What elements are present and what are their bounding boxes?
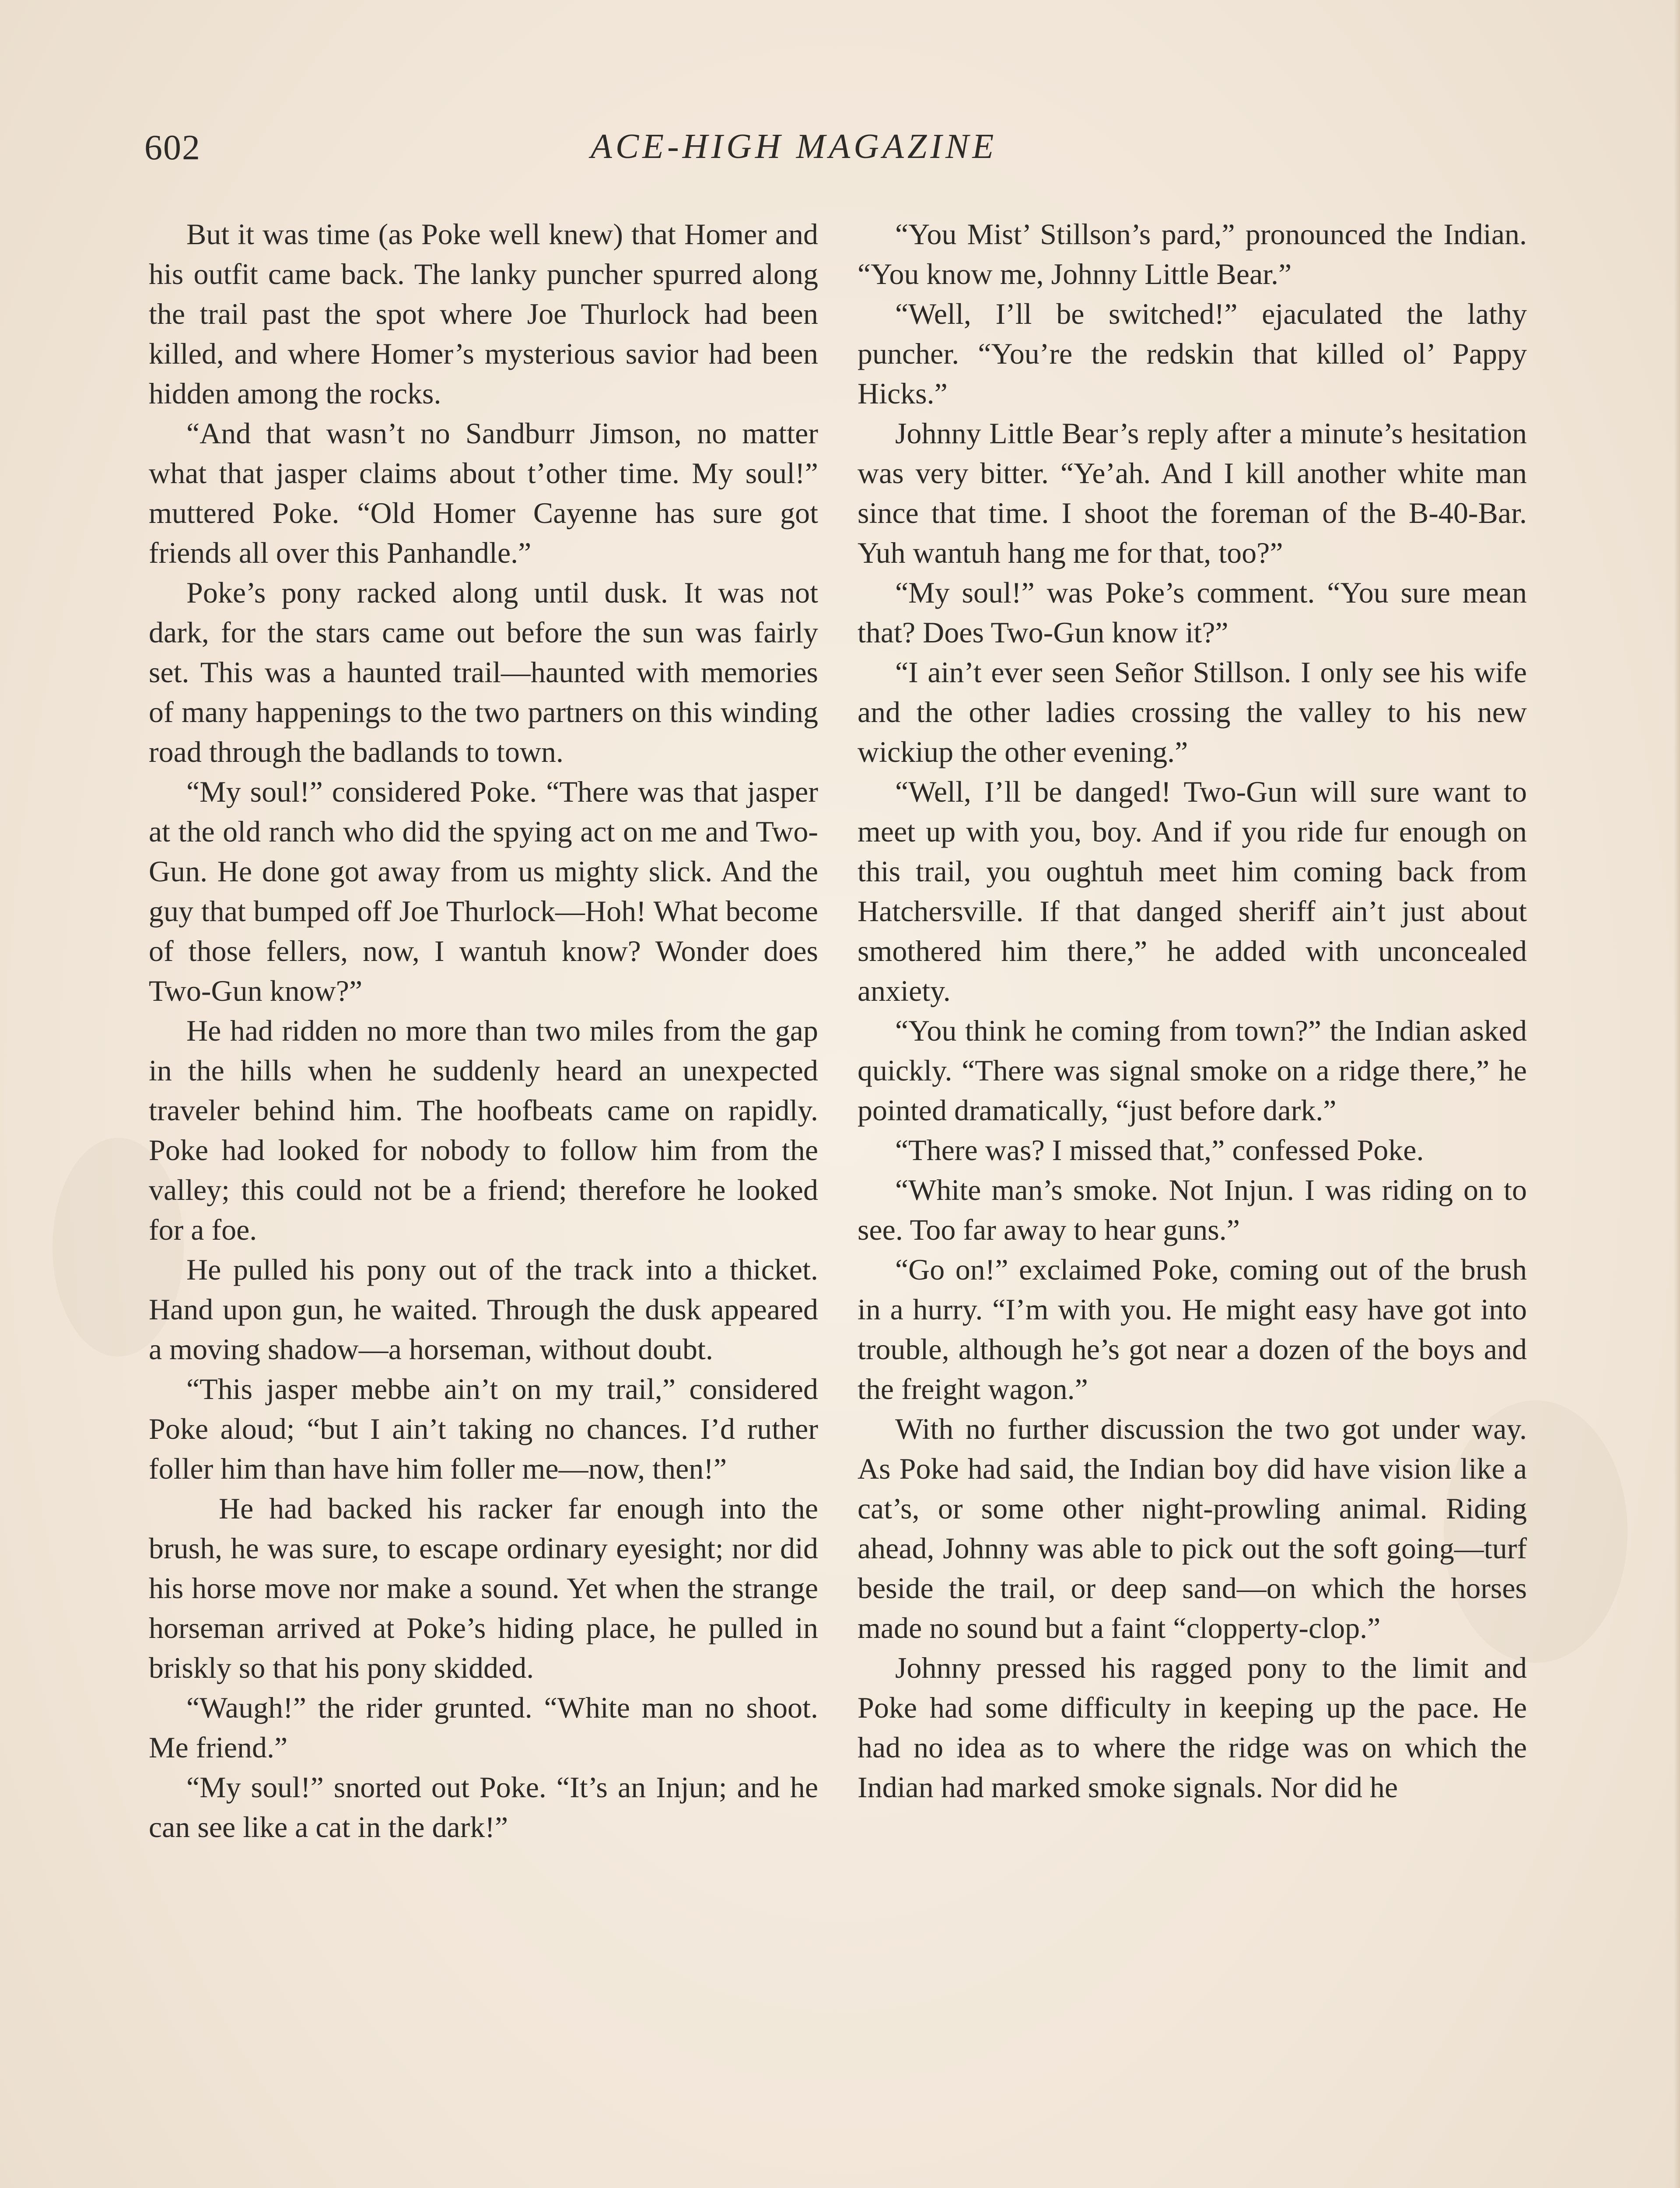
paragraph: He pulled his pony out of the track into a thicket. Hand upon gun, he waited. Through the dusk appeared a moving shadow—a horseman, without doubt. [149, 1253, 818, 1366]
page-header [144, 127, 1531, 184]
paragraph: “I ain’t ever seen Señor Stillson. I only see his wife and the other ladies crossing the valley to his new wickiup the other evening.” [858, 656, 1527, 768]
paragraph: “There was? I missed that,” confessed Poke. [895, 1133, 1424, 1167]
paragraph: “Well, I’ll be switched!” ejaculated the lathy puncher. “You’re the redskin that killed ol’ Pappy Hicks.” [858, 297, 1527, 410]
right-column [858, 214, 1527, 1807]
paragraph: “My soul!” was Poke’s comment. “You sure mean that? Does Two-Gun know it?” [858, 576, 1527, 649]
paragraph: He had ridden no more than two miles from the gap in the hills when he suddenly heard an unexpected traveler behind him. The hoofbeats came on rapidly. Poke had looked for nobody to follow him from the valley; this could not be a friend; therefore he looked for a foe. [149, 1014, 818, 1246]
paragraph: “My soul!” considered Poke. “There was that jasper at the old ranch who did the spying act on me and Two-Gun. He done got away from us mighty slick. And the guy that bumped off Joe Thurlock—Hoh! What become of those fellers, now, I wantuh know? Wonder does Two-Gun know?” [149, 775, 818, 1007]
paragraph: “Well, I’ll be danged! Two-Gun will sure want to meet up with you, boy. And if you ride fur enough on this trail, you oughtuh meet him coming back from Hatchersville. If that danged sheriff ain’t just about smothered him there,” he added with unconcealed anxiety. [858, 775, 1527, 1007]
paragraph: Johnny Little Bear’s reply after a minute’s hesitation was very bitter. “Ye’ah. And I kill another white man since that time. I shoot the foreman of the B-40-Bar. Yuh wantuh hang me for that, too?” [858, 417, 1527, 569]
paragraph: “This jasper mebbe ain’t on my trail,” considered Poke aloud; “but I ain’t taking no chances. I’d ruther foller him than have him foller me—now, then!” [149, 1372, 818, 1485]
running-title: ACE-HIGH MAGAZINE [591, 127, 998, 166]
paragraph: “And that wasn’t no Sandburr Jimson, no matter what that jasper claims about t’other time. My soul!” muttered Poke. “Old Homer Cayenne has sure got friends all over this Panhandle.” [149, 417, 818, 569]
paragraph: “You think he coming from town?” the Indian asked quickly. “There was signal smoke on a ridge there,” he pointed dramatically, “just before dark.” [858, 1014, 1527, 1127]
paragraph: “You Mist’ Stillson’s pard,” pronounced the Indian. “You know me, Johnny Little Bear.” [858, 217, 1527, 291]
paragraph: With no further discussion the two got under way. As Poke had said, the Indian boy did have vision like a cat’s, or some other night-prowling animal. Riding ahead, Johnny was able to pick out the soft going—turf beside the trail, or deep sand—on which the horses made no sound but a faint “clopperty-clop.” [858, 1412, 1527, 1645]
paragraph: “Waugh!” the rider grunted. “White man no shoot. Me friend.” [149, 1691, 818, 1764]
left-column [149, 214, 818, 1847]
paragraph: “My soul!” snorted out Poke. “It’s an Injun; and he can see like a cat in the dark!” [149, 1771, 818, 1844]
paragraph: “White man’s smoke. Not Injun. I was riding on to see. Too far away to hear guns.” [858, 1173, 1527, 1246]
paragraph: Poke’s pony racked along until dusk. It was not dark, for the stars came out before the sun was fairly set. This was a haunted trail—haunted with memories of many happenings to the two partners on this winding road through the badlands to town. [149, 576, 818, 768]
paragraph: But it was time (as Poke well knew) that Homer and his outfit came back. The lanky puncher spurred along the trail past the spot where Joe Thurlock had been killed, and where Homer’s mysterious savior had been hidden among the rocks. [149, 217, 818, 410]
paragraph: He had backed his racker far enough into the brush, he was sure, to escape ordinary eyesight; nor did his horse move nor make a sound. Yet when the strange horseman arrived at Poke’s hiding place, he pulled in briskly so that his pony skidded. [149, 1492, 818, 1684]
page-number: 602 [144, 127, 201, 167]
page-edge [1674, 0, 1680, 2188]
paragraph: “Go on!” exclaimed Poke, coming out of the brush in a hurry. “I’m with you. He might easy have got into trouble, although he’s got near a dozen of the boys and the freight wagon.” [858, 1253, 1527, 1406]
paragraph: Johnny pressed his ragged pony to the limit and Poke had some difficulty in keeping up the pace. He had no idea as to where the ridge was on which the Indian had marked smoke signals. Nor did he [858, 1651, 1527, 1804]
